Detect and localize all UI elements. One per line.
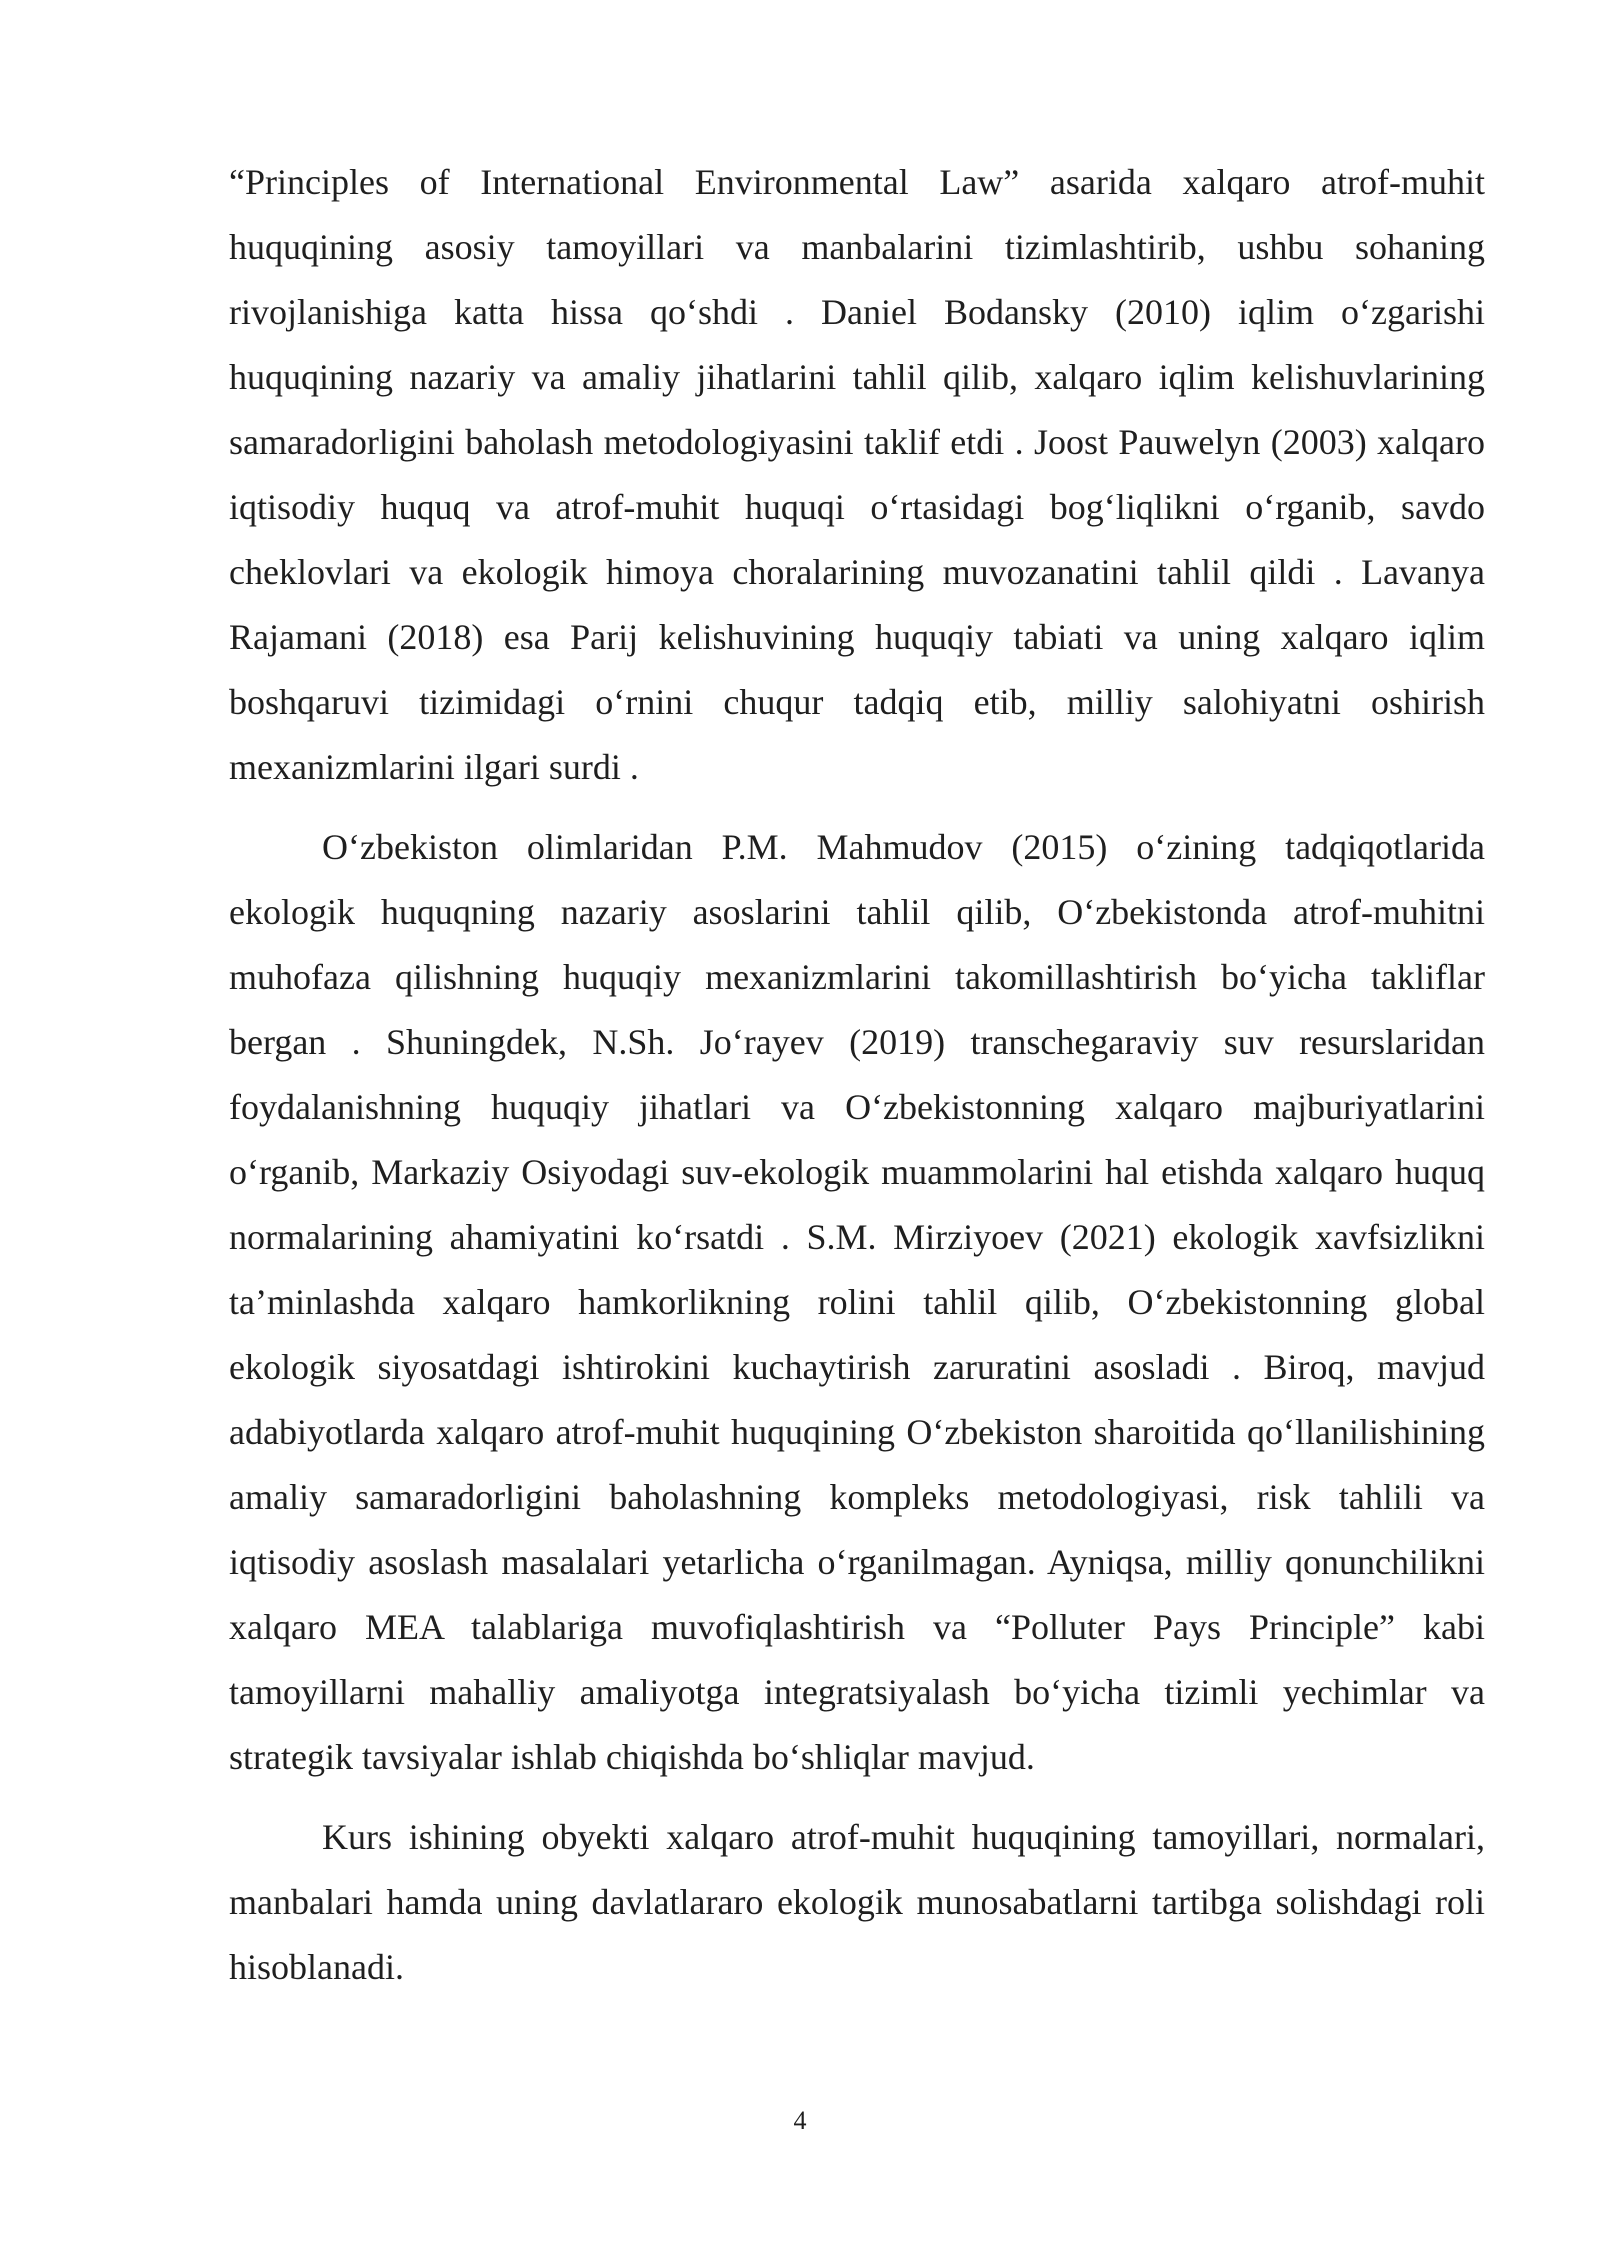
- paragraph-research-object: Kurs ishining obyekti xalqaro atrof-muhit huquqining tamoyillari, normalari, manbalari hamda uning davlatlararo ekologik munosabatlarni tartibga solishdagi roli hisoblanadi.: [229, 1817, 1485, 1987]
- paragraph-literature-uzbek: O‘zbekiston olimlaridan P.M. Mahmudov (2015) o‘zining tadqiqotlarida ekologik huquqning nazariy asoslarini tahlil qilib, O‘zbekistonda atrof-muhitni muhofaza qilishning huquqiy mexanizmlarini takomillashtirish bo‘yicha takliflar bergan . Shuningdek, N.Sh. Jo‘rayev (2019) transchegaraviy suv resurslaridan foydalanishning huquqiy jihatlari va O‘zbekistonning xalqaro majburiyatlarini o‘rganib, Markaziy Osiyodagi suv-ekologik muammolarini hal etishda xalqaro huquq normalarining ahamiyatini ko‘rsatdi . S.M. Mirziyoev (2021) ekologik xavfsizlikni ta’minlashda xalqaro hamkorlikning rolini tahlil qilib, O‘zbekistonning global ekologik siyosatdagi ishtirokini kuchaytirish zaruratini asosladi . Biroq, mavjud adabiyotlarda xalqaro atrof-muhit huquqining O‘zbekiston sharoitida qo‘llanilishining amaliy samaradorligini baholashning kompleks metodologiyasi, risk tahlili va iqtisodiy asoslash masalalari yetarlicha o‘rganilmagan. Ayniqsa, milliy qonunchilikni xalqaro MEA talablariga muvofiqlashtirish va “Polluter Pays Principle” kabi tamoyillarni mahalliy amaliyotga integratsiyalash bo‘yicha tizimli yechimlar va strategik tavsiyalar ishlab chiqishda bo‘shliqlar mavjud.: [229, 827, 1485, 1777]
- paragraph-literature-foreign: “Principles of International Environmental Law” asarida xalqaro atrof-muhit huquqining asosiy tamoyillari va manbalarini tizimlashtirib, ushbu sohaning rivojlanishiga katta hissa qo‘shdi . Daniel Bodansky (2010) iqlim o‘zgarishi huquqining nazariy va amaliy jihatlarini tahlil qilib, xalqaro iqlim kelishuvlarining samaradorligini baholash metodologiyasini taklif etdi . Joost Pauwelyn (2003) xalqaro iqtisodiy huquq va atrof-muhit huquqi o‘rtasidagi bog‘liqlikni o‘rganib, savdo cheklovlari va ekologik himoya choralarining muvozanatini tahlil qildi . Lavanya Rajamani (2018) esa Parij kelishuvining huquqiy tabiati va uning xalqaro iqlim boshqaruvi tizimidagi o‘rnini chuqur tadqiq etib, milliy salohiyatni oshirish mexanizmlarini ilgari surdi .: [229, 162, 1485, 787]
- page-number: 4: [793, 2106, 807, 2135]
- body-text: [229, 150, 1485, 2000]
